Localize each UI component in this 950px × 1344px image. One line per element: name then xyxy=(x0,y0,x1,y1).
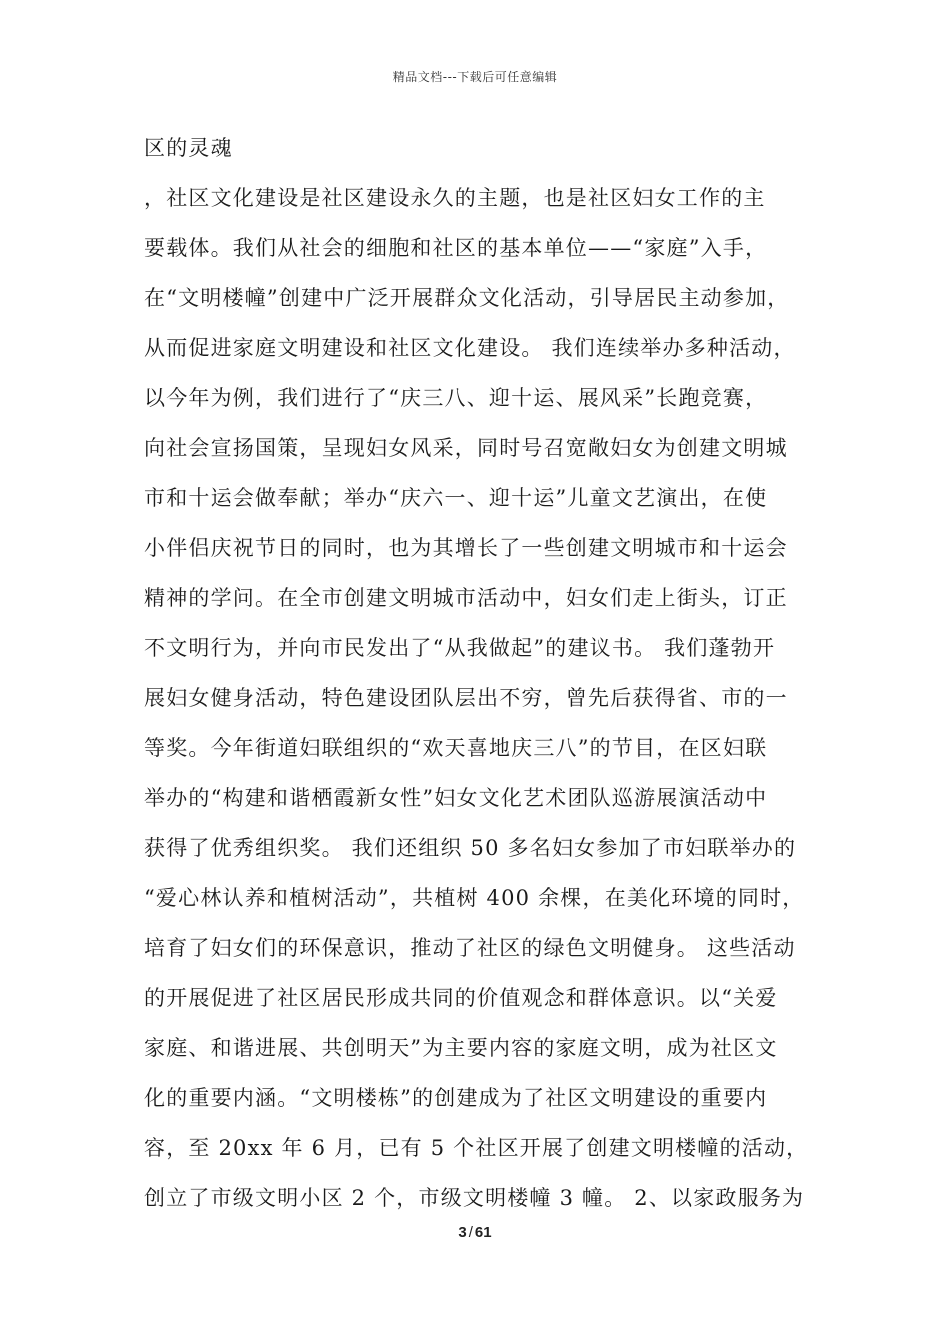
page-current: 3 xyxy=(458,1224,467,1241)
body-line-15: 获得了优秀组织奖。 我们还组织 50 多名妇女参加了市妇联举办的 xyxy=(144,836,797,860)
body-line-20: 化的重要内涵。“文明楼栋”的创建成为了社区文明建设的重要内 xyxy=(144,1086,768,1110)
page-header: 精品文档---下载后可任意编辑 xyxy=(392,70,558,84)
body-line-12: 展妇女健身活动，特色建设团队层出不穷，曾先后获得省、市的一 xyxy=(144,686,788,710)
body-line-18: 的开展促进了社区居民形成共同的价值观念和群体意识。以“关爱 xyxy=(144,986,778,1010)
page-separator: / xyxy=(468,1224,473,1241)
body-line-5: 从而促进家庭文明建设和社区文化建设。 我们连续举办多种活动， xyxy=(144,336,796,360)
body-line-22: 创立了市级文明小区 2 个，市级文明楼幢 3 幢。 2、以家政服务为 xyxy=(144,1186,805,1210)
body-line-14: 举办的“构建和谐栖霞新女性”妇女文化艺术团队巡游展演活动中 xyxy=(144,786,768,810)
page-total: 61 xyxy=(474,1224,492,1241)
body-line-9: 小伴侣庆祝节日的同时，也为其增长了一些创建文明城市和十运会 xyxy=(144,536,788,560)
body-line-13: 等奖。今年街道妇联组织的“欢天喜地庆三八”的节目，在区妇联 xyxy=(144,736,768,760)
document-body xyxy=(144,128,824,1228)
body-line-8: 市和十运会做奉献；举办“庆六一、迎十运”儿童文艺演出，在使 xyxy=(144,486,768,510)
body-line-4: 在“文明楼幢”创建中广泛开展群众文化活动，引导居民主动参加， xyxy=(144,286,790,310)
body-line-16: “爱心林认养和植树活动”，共植树 400 余棵，在美化环境的同时， xyxy=(144,886,805,910)
page-number xyxy=(0,1224,950,1241)
body-line-19: 家庭、和谐进展、共创明天”为主要内容的家庭文明，成为社区文 xyxy=(144,1036,778,1060)
body-line-1: 区的灵魂 xyxy=(144,136,233,160)
body-line-11: 不文明行为，并向市民发出了“从我做起”的建议书。 我们蓬勃开 xyxy=(144,636,776,660)
body-line-6: 以今年为例，我们进行了“庆三八、迎十运、展风采”长跑竞赛， xyxy=(144,386,768,410)
body-line-3: 要载体。我们从社会的细胞和社区的基本单位——“家庭”入手， xyxy=(144,236,768,260)
body-line-21: 容，至 20xx 年 6 月，已有 5 个社区开展了创建文明楼幢的活动， xyxy=(144,1136,809,1160)
body-line-17: 培育了妇女们的环保意识，推动了社区的绿色文明健身。 这些活动 xyxy=(144,936,796,960)
body-line-7: 向社会宣扬国策，呈现妇女风采，同时号召宽敞妇女为创建文明城 xyxy=(144,436,788,460)
body-line-10: 精神的学问。在全市创建文明城市活动中，妇女们走上街头，订正 xyxy=(144,586,788,610)
body-line-2: ，社区文化建设是社区建设永久的主题，也是社区妇女工作的主 xyxy=(144,186,766,210)
